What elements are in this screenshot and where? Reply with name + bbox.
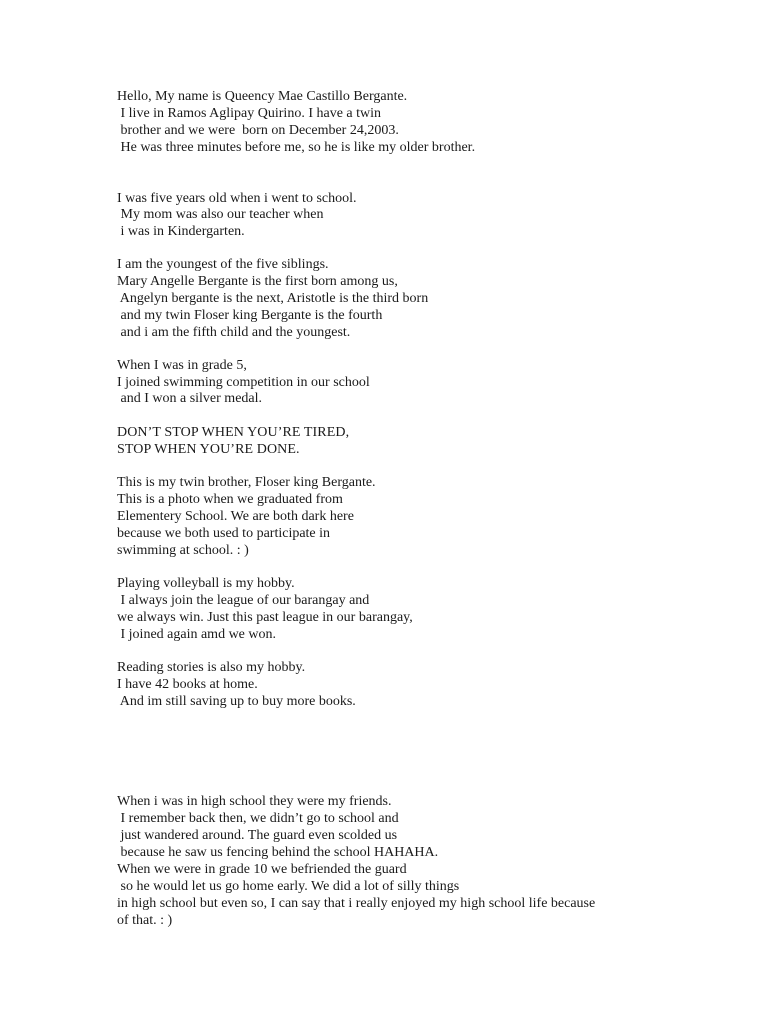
text-line: brother and we were born on December 24,2003. <box>117 123 399 138</box>
text-line: Reading stories is also my hobby. <box>117 660 306 675</box>
text-line: When I was in grade 5, <box>117 358 247 373</box>
text-line: I always join the league of our barangay and <box>117 593 370 608</box>
text-line: This is a photo when we graduated from <box>117 492 343 507</box>
quote-line: STOP WHEN YOU’RE DONE. <box>117 442 300 457</box>
text-line: and I won a silver medal. <box>117 391 263 406</box>
text-line: Hello, My name is Queency Mae Castillo Bergante. <box>117 89 408 104</box>
text-line: When i was in high school they were my friends. <box>117 794 392 809</box>
text-line: in high school but even so, I can say that i really enjoyed my high school life because <box>117 896 596 911</box>
text-line: of that. : ) <box>117 913 173 928</box>
text-line: And im still saving up to buy more books. <box>117 694 356 709</box>
text-line: I live in Ramos Aglipay Quirino. I have a twin <box>117 106 382 121</box>
text-line: Angelyn bergante is the next, Aristotle is the third born <box>117 291 429 306</box>
text-line: I joined swimming competition in our school <box>117 375 370 390</box>
text-line: we always win. Just this past league in our barangay, <box>117 610 413 625</box>
text-line: He was three minutes before me, so he is like my older brother. <box>117 140 476 155</box>
text-line: swimming at school. : ) <box>117 543 249 558</box>
text-line: I am the youngest of the five siblings. <box>117 257 329 272</box>
text-line: Mary Angelle Bergante is the first born among us, <box>117 274 398 289</box>
text-line: and my twin Floser king Bergante is the fourth <box>117 308 383 323</box>
text-line: because he saw us fencing behind the school HAHAHA. <box>117 845 439 860</box>
text-line: This is my twin brother, Floser king Bergante. <box>117 475 376 490</box>
text-line: Playing volleyball is my hobby. <box>117 576 295 591</box>
text-line: I remember back then, we didn’t go to school and <box>117 811 399 826</box>
quote-line: DON’T STOP WHEN YOU’RE TIRED, <box>117 425 350 440</box>
text-line: just wandered around. The guard even scolded us <box>117 828 398 843</box>
text-line: My mom was also our teacher when <box>117 207 324 222</box>
text-line: and i am the fifth child and the youngest. <box>117 325 351 340</box>
text-line: I was five years old when i went to school. <box>117 191 357 206</box>
text-line: Elementery School. We are both dark here <box>117 509 354 524</box>
text-line: because we both used to participate in <box>117 526 331 541</box>
text-line: I have 42 books at home. <box>117 677 258 692</box>
text-line: i was in Kindergarten. <box>117 224 245 239</box>
text-line: so he would let us go home early. We did a lot of silly things <box>117 879 460 894</box>
text-line: When we were in grade 10 we befriended the guard <box>117 862 407 877</box>
text-line: I joined again amd we won. <box>117 627 277 642</box>
